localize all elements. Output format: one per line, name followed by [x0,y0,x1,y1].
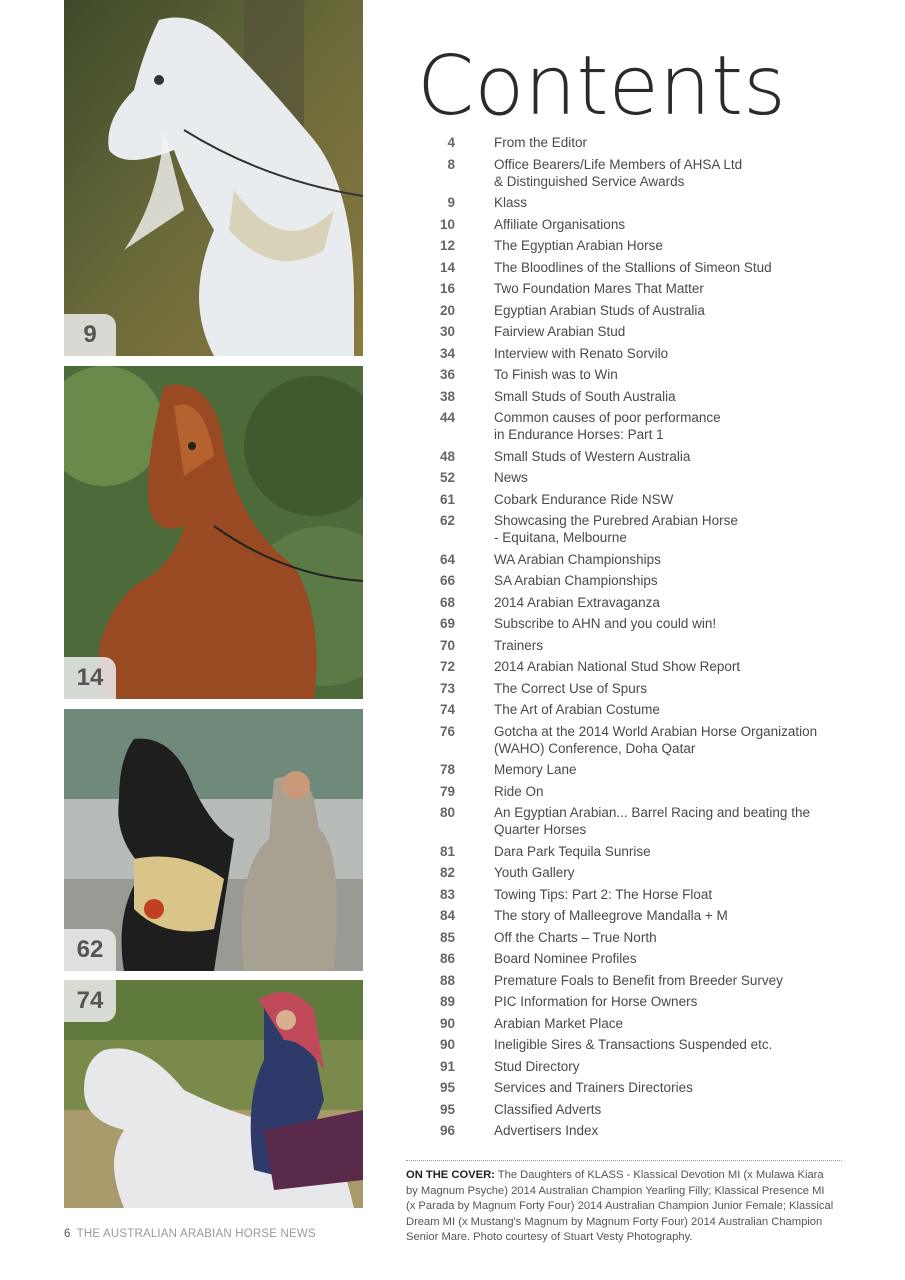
photo-black-horse-handler [64,709,363,971]
divider [406,1160,842,1161]
toc-title: Advertisers Index [494,1123,599,1138]
toc-page-number: 72 [439,659,455,674]
page-number: 6 [64,1228,71,1240]
toc-page-number: 62 [439,513,455,528]
toc-page-number: 68 [439,594,455,610]
toc-page-number: 91 [439,1058,455,1074]
toc-title: The Correct Use of Spurs [494,680,648,696]
toc-page-number: 30 [439,324,455,339]
toc-page-number: 69 [439,616,455,631]
toc-title: Egyptian Arabian Studs of Australia [494,302,705,318]
toc-title: Small Studs of Western Australia [494,448,691,464]
toc-title: Office Bearers/Life Members of AHSA Ltd & Distinguished Service Awards [494,156,743,189]
page-title: Contents [417,39,786,134]
toc-title: Off the Charts – True North [494,929,657,945]
toc-page-number: 8 [447,156,455,172]
toc-page-number: 66 [439,573,455,588]
toc-title: To Finish was to Win [494,367,618,382]
photo-grey-horse [64,0,363,356]
toc-page-number: 61 [439,491,455,507]
cover-caption-text: The Daughters of KLASS - Klassical Devotion MI (x Mulawa Kiara by Magnum Psyche) 2014 Australian Champion Yearling Filly; Klassical Presence MI (x Parada by Magnum Forty Four) 2014 Australian Champion Junior Female; Klassical Dream MI (x Mustang's Magnum by Magnum Forty Four) 2014 Australian Champion Senior Mare. Photo courtesy of Stuart Vesty Photography. [406,1169,834,1243]
toc-title: The Egyptian Arabian Horse [494,238,663,253]
toc-title: Fairview Arabian Stud [494,324,626,339]
toc-title: Classified Adverts [494,1101,602,1117]
toc-page-number: 73 [439,680,455,696]
toc-page-number: 90 [439,1015,455,1031]
toc-page-number: 48 [439,448,455,464]
toc-title: News [494,470,528,485]
toc-page-number: 10 [439,216,455,232]
toc-page-number: 74 [439,702,455,717]
toc-title: Subscribe to AHN and you could win! [494,616,717,631]
toc-title: SA Arabian Championships [494,573,658,588]
toc-title: Services and Trainers Directories [494,1080,693,1095]
toc-page-number: 64 [439,551,455,567]
toc-page-number: 96 [439,1123,455,1138]
toc-title: 2014 Arabian National Stud Show Report [494,659,741,674]
toc-page-number: 76 [439,723,455,739]
toc-page-number: 95 [439,1080,455,1095]
toc-title: The Bloodlines of the Stallions of Simeon Stud [494,259,772,275]
toc-page-number: 90 [439,1037,455,1052]
toc-title: The Art of Arabian Costume [494,702,660,717]
toc-title: Showcasing the Purebred Arabian Horse - Equitana, Melbourne [494,513,738,545]
toc-title: PIC Information for Horse Owners [494,994,698,1009]
photo-bay-horse [64,366,363,699]
toc-page-number: 84 [439,908,455,923]
toc-title: Memory Lane [494,762,577,777]
page-footer [64,1228,316,1240]
toc-page-number: 14 [439,259,455,275]
toc-title: The story of Malleegrove Mandalla + M [494,908,728,923]
toc-page-number: 81 [439,843,455,859]
toc-title: Klass [494,195,528,210]
toc-title: Stud Directory [494,1058,580,1074]
toc-page-number: 89 [439,994,455,1009]
toc-page-number: 9 [447,195,455,210]
toc-page-number: 20 [439,302,455,318]
toc-page-number: 95 [439,1101,455,1117]
toc-title: Trainers [494,637,544,653]
toc-title: Ride On [494,783,544,799]
toc-page-number: 86 [439,951,455,966]
toc-page-number: 85 [439,929,455,945]
publication-name: THE AUSTRALIAN ARABIAN HORSE NEWS [76,1228,316,1240]
toc-title: Dara Park Tequila Sunrise [494,843,651,859]
toc-title: Cobark Endurance Ride NSW [494,491,674,507]
toc-title: Interview with Renato Sorvilo [494,345,669,361]
grey-horse-image [64,0,363,356]
cover-caption [406,1168,836,1246]
page-badge: 74 [64,980,116,1022]
toc-title: Two Foundation Mares That Matter [494,281,704,296]
toc-title: An Egyptian Arabian... Barrel Racing and beating the Quarter Horses [494,805,810,837]
toc-page-number: 79 [439,783,455,799]
toc-title: Youth Gallery [494,865,575,880]
toc-page-number: 34 [439,345,455,361]
toc-page-number: 78 [439,762,455,777]
toc-page-number: 36 [439,367,455,382]
toc-page-number: 80 [439,805,455,820]
page-badge: 62 [64,929,116,971]
toc-page-number: 88 [439,972,455,988]
toc-page-number: 44 [439,410,455,425]
toc-title: 2014 Arabian Extravaganza [494,594,660,610]
toc-page-number: 16 [439,281,455,296]
toc-title: Board Nominee Profiles [494,951,637,966]
bay-horse-image [64,366,363,699]
toc-title: Ineligible Sires & Transactions Suspended etc. [494,1037,773,1052]
toc-title: Small Studs of South Australia [494,388,676,404]
page-badge: 9 [64,314,116,356]
toc-title: WA Arabian Championships [494,551,661,567]
toc-page-number: 4 [447,135,455,150]
toc-page-number: 70 [439,637,455,653]
toc-title: Premature Foals to Benefit from Breeder Survey [494,972,783,988]
cover-caption-label: ON THE COVER: [406,1169,495,1181]
toc-title: Common causes of poor performance in Endurance Horses: Part 1 [494,410,721,442]
toc-page-number: 82 [439,865,455,880]
page-badge: 14 [64,657,116,699]
toc-title: Arabian Market Place [494,1015,624,1031]
toc-page-number: 83 [439,886,455,902]
toc-page-number: 38 [439,388,455,404]
photo-arabian-costume [64,980,363,1208]
toc-title: From the Editor [494,135,588,150]
toc-title: Towing Tips: Part 2: The Horse Float [494,886,713,902]
toc-title: Gotcha at the 2014 World Arabian Horse Organization (WAHO) Conference, Doha Qatar [494,723,818,756]
toc-title: Affiliate Organisations [494,216,626,232]
toc-page-number: 12 [439,238,455,253]
toc-page-number: 52 [439,470,455,485]
